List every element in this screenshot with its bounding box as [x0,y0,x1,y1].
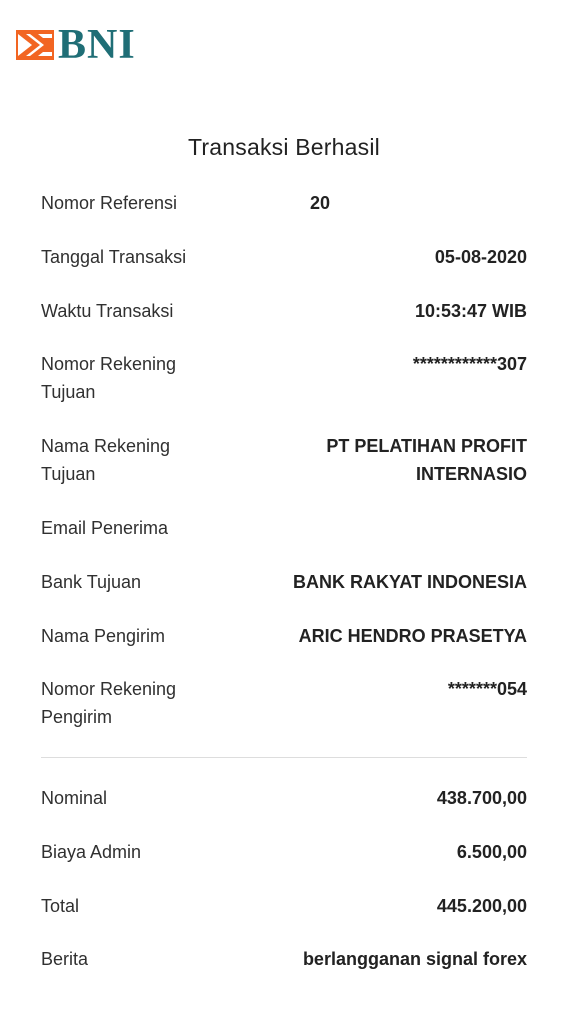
detail-label [41,432,231,488]
detail-value: BANK RAKYAT INDONESIA [292,572,527,592]
summary-value: 6.500,00 [456,842,527,862]
detail-label-line: Nomor Rekening [41,679,177,699]
summary-label: Nominal [41,788,108,808]
summary-label: Total [41,896,80,916]
section-divider [41,757,527,758]
detail-label: Nomor Referensi [41,193,178,213]
brand-name: BNI [58,22,136,68]
detail-value: 20 [310,193,331,213]
detail-label-line: Tujuan [41,464,96,484]
detail-value: 10:53:47 WIB [414,301,527,321]
detail-label-line: Pengirim [41,707,113,727]
detail-label-line: Nomor Rekening [41,354,177,374]
detail-label [41,675,231,731]
detail-value-line: PT PELATIHAN PROFIT [326,436,527,456]
detail-label: Tanggal Transaksi [41,247,187,267]
detail-label-line: Nama Rekening [41,436,171,456]
detail-value: ARIC HENDRO PRASETYA [298,626,527,646]
detail-value: ************307 [412,354,527,374]
detail-label: Bank Tujuan [41,572,142,592]
detail-value [227,432,527,488]
summary-value: 438.700,00 [436,788,527,808]
detail-value: *******054 [447,679,527,699]
summary-label: Berita [41,949,89,969]
summary-label: Biaya Admin [41,842,142,862]
detail-label-line: Tujuan [41,382,96,402]
detail-label: Nama Pengirim [41,626,166,646]
page-title: Transaksi Berhasil [188,134,380,160]
transaction-details [41,0,527,1024]
summary-value: 445.200,00 [436,896,527,916]
detail-label [41,350,231,406]
summary-value: berlangganan signal forex [302,949,527,969]
detail-value-line: INTERNASIO [415,464,527,484]
detail-value: 05-08-2020 [434,247,527,267]
detail-label: Email Penerima [41,518,169,538]
detail-label: Waktu Transaksi [41,301,174,321]
